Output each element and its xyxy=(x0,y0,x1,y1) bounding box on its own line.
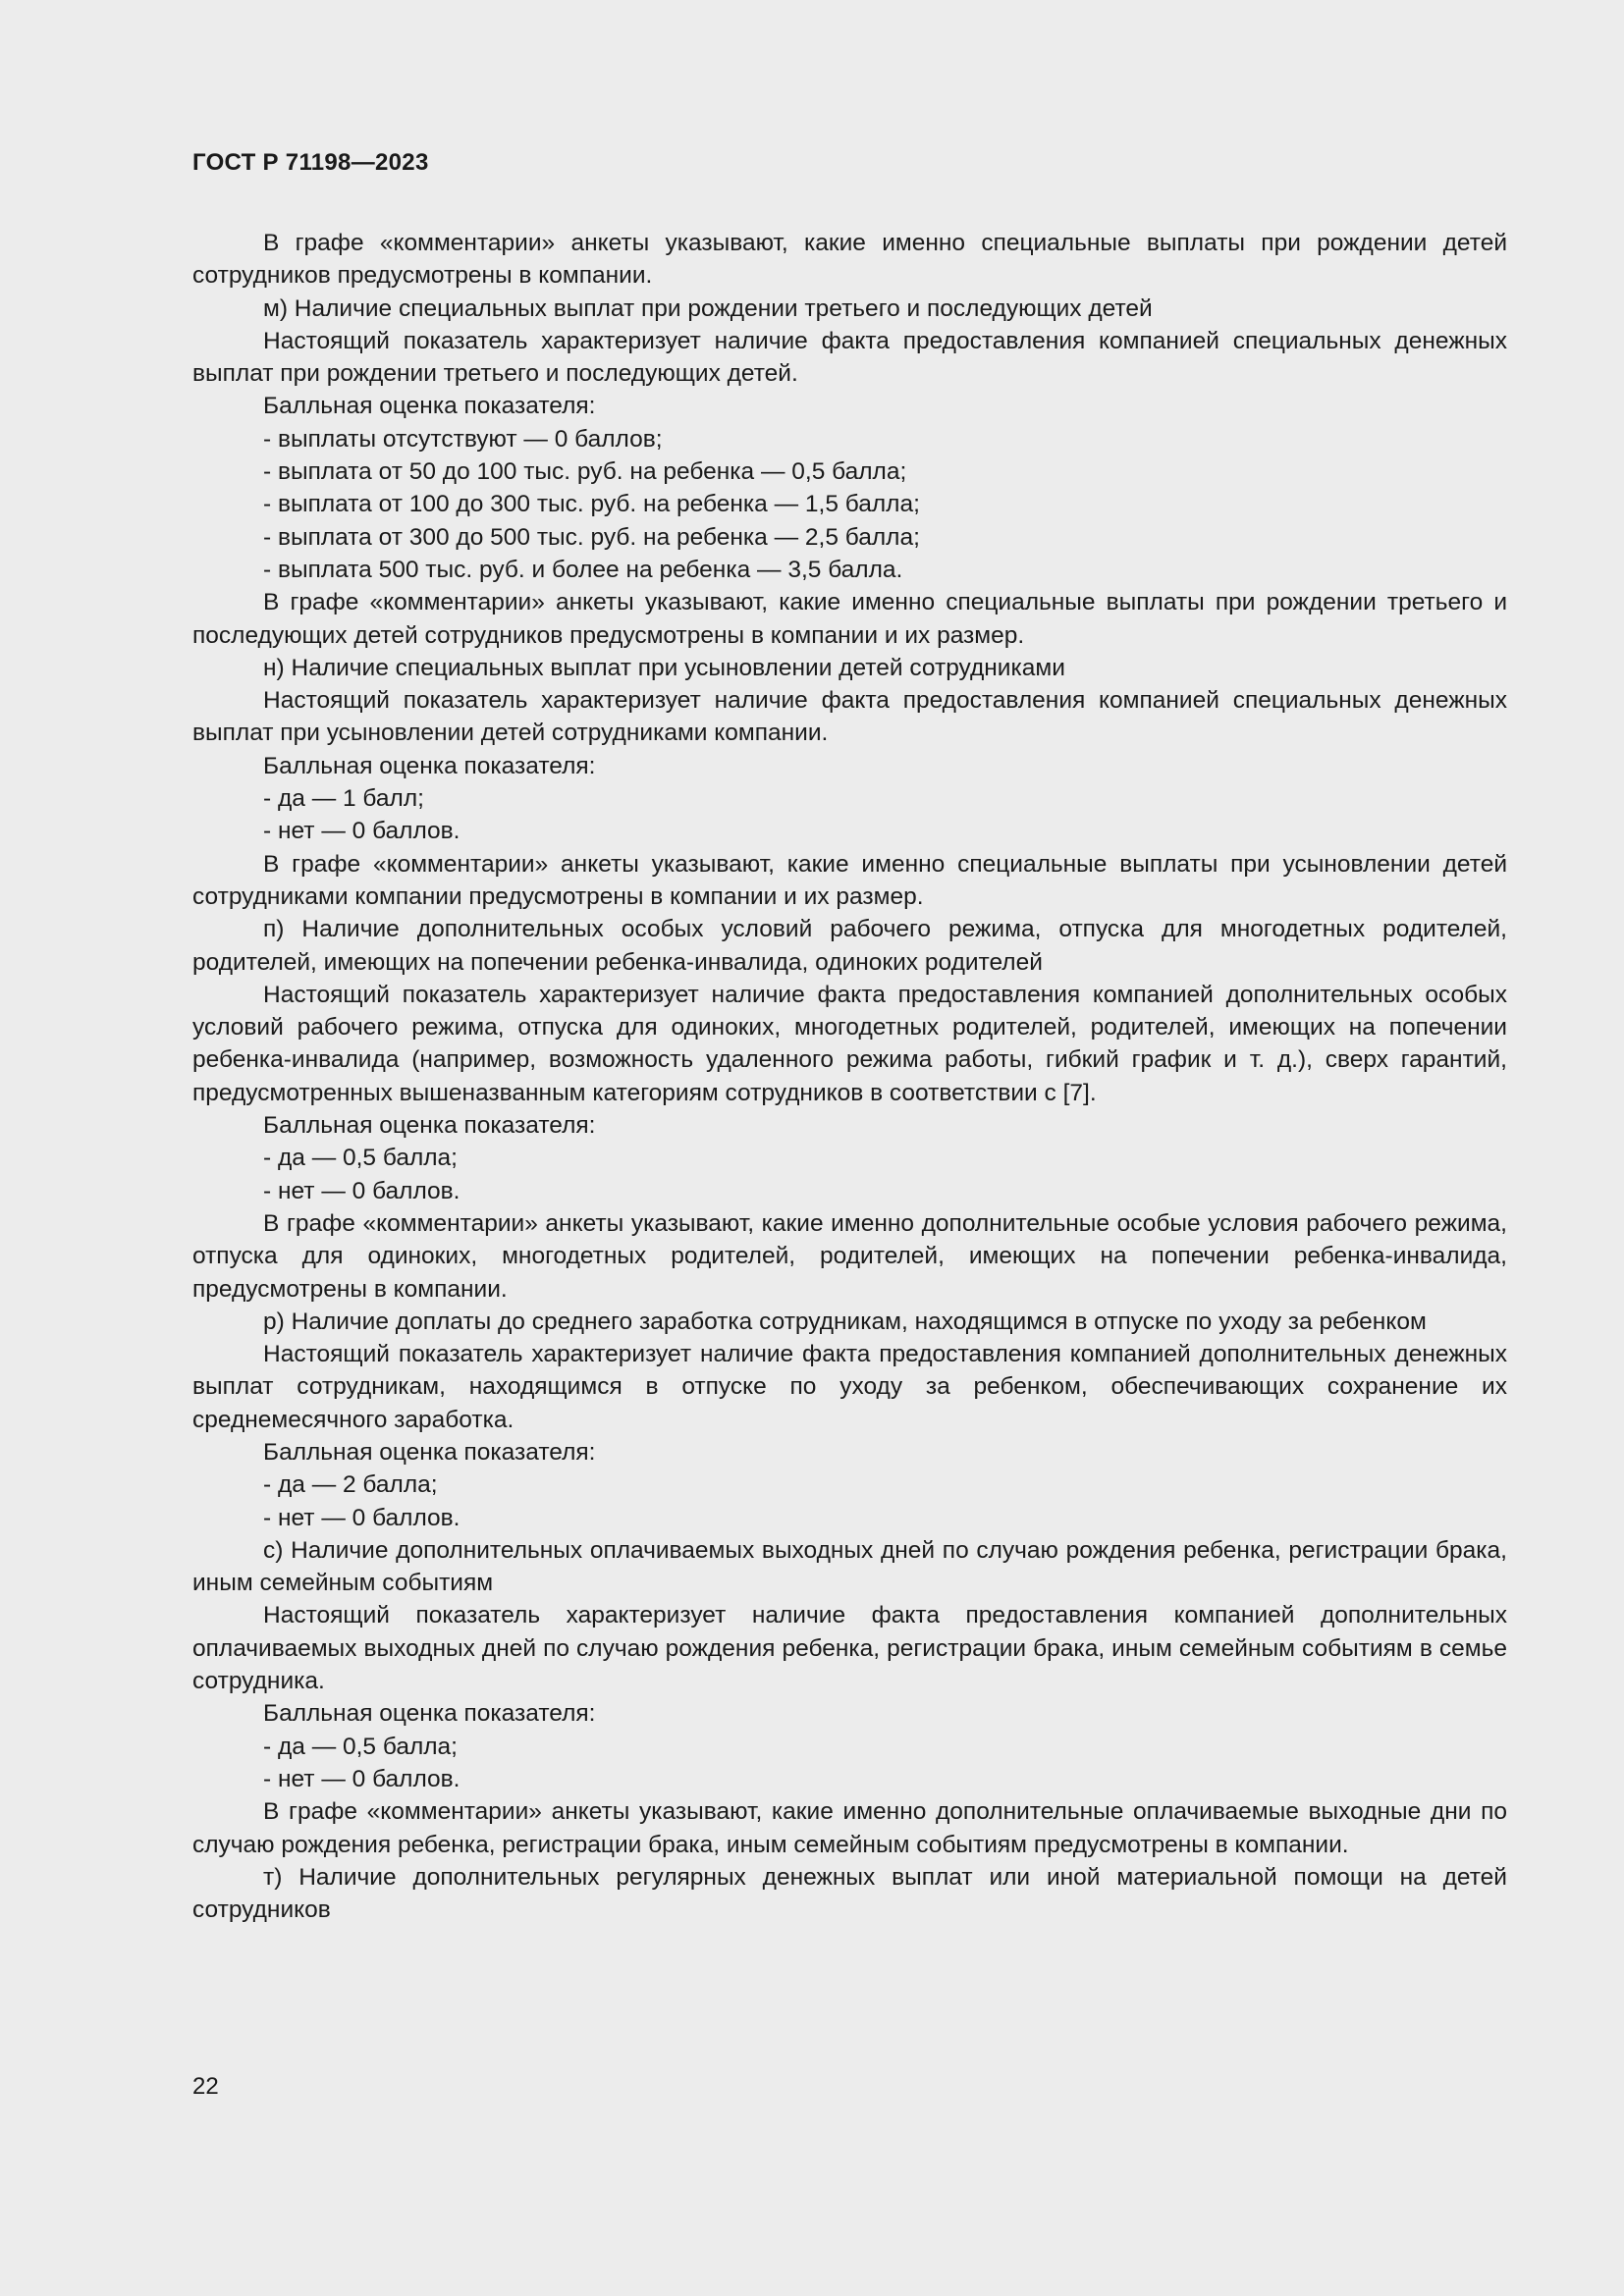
list-item: - нет — 0 баллов. xyxy=(263,1504,460,1531)
paragraph: Балльная оценка показателя: xyxy=(263,393,596,420)
paragraph: Настоящий показатель характеризует наличие факта предоставления компанией дополнительных денежных выплат сотрудникам, находящимся в отпуске по уходу за ребенком, обеспечивающих сохранение их среднемесячного заработка. xyxy=(192,1341,1507,1433)
paragraph: т) Наличие дополнительных регулярных денежных выплат или иной материальной помощи на детей сотрудников xyxy=(192,1863,1507,1924)
list-item: - выплаты отсутствуют — 0 баллов; xyxy=(263,425,663,453)
list-item: - да — 0,5 балла; xyxy=(263,1733,458,1760)
paragraph: п) Наличие дополнительных особых условий рабочего режима, отпуска для многодетных родителей, родителей, имеющих на попечении ребенка-инвалида, одиноких родителей xyxy=(192,916,1507,976)
document-body xyxy=(192,227,1507,1926)
list-item: - нет — 0 баллов. xyxy=(263,1177,460,1204)
paragraph: Балльная оценка показателя: xyxy=(263,1438,596,1466)
paragraph: Настоящий показатель характеризует наличие факта предоставления компанией дополнительных особых условий рабочего режима, отпуска для одиноких, многодетных родителей, родителей, имеющих на попечении ребенка-инвалида (например, возможность удаленного режима работы, гибкий график и т. д.), сверх гарантий, предусмотренных вышеназванным категориям сотрудников в соответствии с [7]. xyxy=(192,981,1507,1106)
list-item: - да — 1 балл; xyxy=(263,785,424,813)
paragraph: Настоящий показатель характеризует наличие факта предоставления компанией специальных денежных выплат при усыновлении детей сотрудниками компании. xyxy=(192,687,1507,747)
list-item: - выплата от 50 до 100 тыс. руб. на ребенка — 0,5 балла; xyxy=(263,458,907,486)
list-item: - да — 0,5 балла; xyxy=(263,1145,458,1172)
list-item: - да — 2 балла; xyxy=(263,1471,438,1499)
list-item: - нет — 0 баллов. xyxy=(263,1765,460,1792)
paragraph: В графе «комментарии» анкеты указывают, какие именно специальные выплаты при усыновлении детей сотрудниками компании предусмотрены в компании и их размер. xyxy=(192,850,1507,910)
paragraph: В графе «комментарии» анкеты указывают, какие именно специальные выплаты при рождении третьего и последующих детей сотрудников предусмотрены в компании и их размер. xyxy=(192,589,1507,649)
document-header: ГОСТ Р 71198—2023 xyxy=(192,149,429,176)
list-item: - выплата 500 тыс. руб. и более на ребенка — 3,5 балла. xyxy=(263,556,903,583)
paragraph: Балльная оценка показателя: xyxy=(263,1112,596,1140)
paragraph: Настоящий показатель характеризует наличие факта предоставления компанией дополнительных оплачиваемых выходных дней по случаю рождения ребенка, регистрации брака, иным семейным событиям в семье сотрудника. xyxy=(192,1602,1507,1695)
paragraph: р) Наличие доплаты до среднего заработка сотрудникам, находящимся в отпуске по уходу за ребенком xyxy=(263,1308,1427,1335)
list-item: - выплата от 300 до 500 тыс. руб. на ребенка — 2,5 балла; xyxy=(263,523,920,551)
paragraph: Настоящий показатель характеризует наличие факта предоставления компанией специальных денежных выплат при рождении третьего и последующих детей. xyxy=(192,327,1507,388)
paragraph: с) Наличие дополнительных оплачиваемых выходных дней по случаю рождения ребенка, регистрации брака, иным семейным событиям xyxy=(192,1536,1507,1597)
paragraph: В графе «комментарии» анкеты указывают, какие именно дополнительные особые условия рабочего режима, отпуска для одиноких, многодетных родителей, родителей, имеющих на попечении ребенка-инвалида, предусмотрены в компании. xyxy=(192,1209,1507,1303)
paragraph: м) Наличие специальных выплат при рождении третьего и последующих детей xyxy=(263,294,1153,322)
paragraph: В графе «комментарии» анкеты указывают, какие именно дополнительные оплачиваемые выходные дни по случаю рождения ребенка, регистрации брака, иным семейным событиям предусмотрены в компании. xyxy=(192,1798,1507,1858)
list-item: - выплата от 100 до 300 тыс. руб. на ребенка — 1,5 балла; xyxy=(263,491,920,518)
paragraph: В графе «комментарии» анкеты указывают, какие именно специальные выплаты при рождении детей сотрудников предусмотрены в компании. xyxy=(192,230,1507,290)
paragraph: н) Наличие специальных выплат при усыновлении детей сотрудниками xyxy=(263,654,1065,681)
page-number: 22 xyxy=(192,2073,219,2100)
paragraph: Балльная оценка показателя: xyxy=(263,752,596,779)
paragraph: Балльная оценка показателя: xyxy=(263,1700,596,1728)
list-item: - нет — 0 баллов. xyxy=(263,818,460,845)
